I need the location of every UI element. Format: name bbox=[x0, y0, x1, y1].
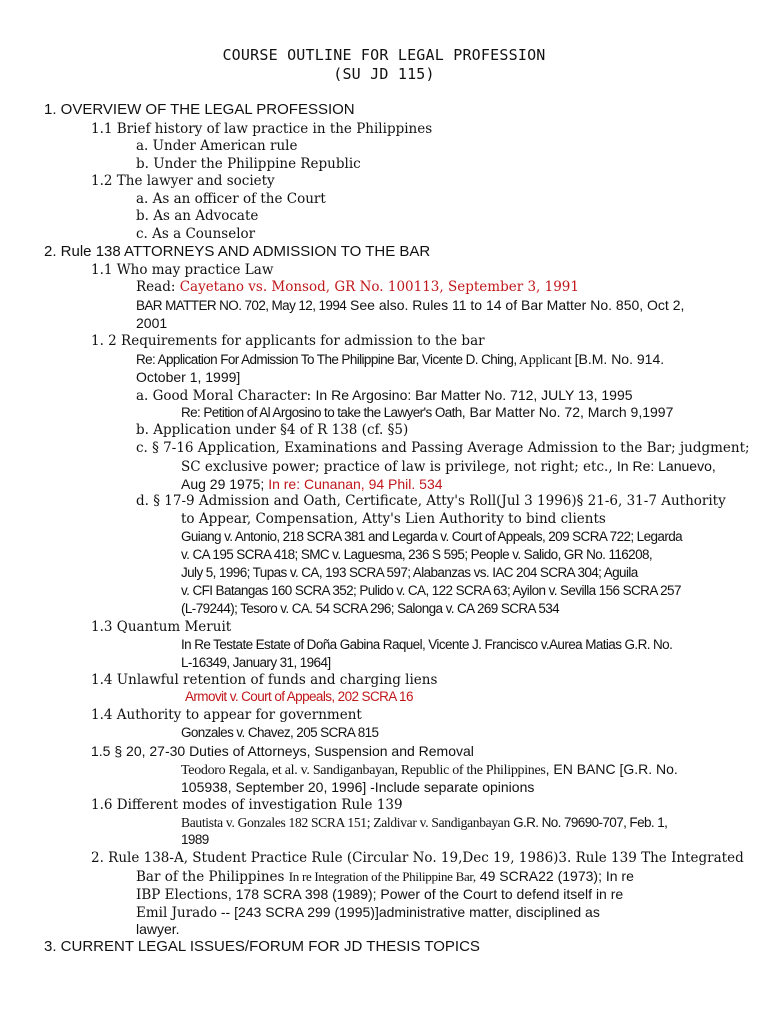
ching-applicant: Applicant bbox=[516, 353, 575, 368]
cases-line-5: (L-79244); Tesoro v. CA. 54 SCRA 296; Salonga v. CA 269 SCRA 534 bbox=[181, 601, 560, 616]
item-1-1-a: a. Under American rule bbox=[136, 138, 298, 154]
ching-date: October 1, 1999] bbox=[136, 369, 241, 385]
case-ching: Re: Application For Admission To The Philippine Bar, Vicente D. Ching, bbox=[136, 352, 517, 367]
item-c-line-3 bbox=[181, 475, 443, 493]
zaldivar-gr: G.R. No. 79690-707, Feb. 1, bbox=[509, 815, 668, 830]
case-raquel-line-1: In Re Testate Estate of Doña Gabina Raquel, Vicente J. Francisco v.Aurea Matias G.R. No. bbox=[181, 637, 673, 652]
read-line bbox=[136, 278, 579, 296]
item-1-6: 1.6 Different modes of investigation Rule 139 bbox=[91, 797, 403, 813]
lanuevo-date: Aug 29 1975; bbox=[181, 476, 269, 492]
item-1-4-funds: 1.4 Unlawful retention of funds and charging liens bbox=[91, 672, 438, 688]
bautista-year: 1989 bbox=[181, 832, 209, 847]
item-c-line-1: c. § 7-16 Application, Examinations and Passing Average Admission to the Bar; judgment; bbox=[136, 440, 750, 456]
regala-en-banc: , EN BANC [G.R. No. bbox=[545, 761, 678, 777]
jurado-cite: -- [243 SCRA 299 (1995)]administrative matter, disciplined as bbox=[216, 904, 600, 920]
ibp-label: Bar of the Philippines bbox=[136, 869, 289, 885]
section-1-heading: 1. OVERVIEW OF THE LEGAL PROFESSION bbox=[44, 101, 355, 118]
rule-138a-line-2 bbox=[136, 867, 634, 886]
ibp-elections: IBP Elections bbox=[136, 887, 228, 903]
regala-line-1 bbox=[181, 760, 678, 780]
item-1-1: 1.1 Brief history of law practice in the Philippines bbox=[91, 121, 433, 137]
case-integration: In re Integration of the Philippine Bar, bbox=[288, 869, 476, 884]
rule-138a-line-5: lawyer. bbox=[136, 921, 180, 937]
item-c-line-2 bbox=[181, 457, 716, 476]
integration-cite: 49 SCRA22 (1973); In re bbox=[475, 868, 634, 884]
item-2-1-2: 1. 2 Requirements for applicants for admission to the bar bbox=[91, 333, 485, 349]
ibp-elections-cite: , 178 SCRA 398 (1989); Power of the Court to defend itself in re bbox=[227, 886, 624, 902]
case-armovit: Armovit v. Court of Appeals, 202 SCRA 16 bbox=[185, 689, 413, 704]
item-1-2: 1.2 The lawyer and society bbox=[91, 173, 275, 189]
item-2-1-1: 1.1 Who may practice Law bbox=[91, 262, 274, 278]
ching-bm: [B.M. No. 914. bbox=[574, 351, 665, 367]
case-bautista-zaldivar: Bautista v. Gonzales 182 SCRA 151; Zaldivar v. Sandiganbayan bbox=[181, 815, 510, 830]
cases-line-4: v. CFI Batangas 160 SCRA 352; Pulido v. CA, 122 SCRA 63; Ayilon v. Sevilla 156 SCRA 257 bbox=[181, 583, 681, 598]
argosino-petition: Re: Petition of Al Argosino to take the Lawyer's Oath bbox=[181, 405, 462, 420]
item-d-line-2: to Appear, Compensation, Atty's Lien Authority to bind clients bbox=[181, 511, 606, 527]
cases-line-1: Guiang v. Antonio, 218 SCRA 381 and Legarda v. Court of Appeals, 209 SCRA 722; Legarda bbox=[181, 529, 683, 544]
document-title: COURSE OUTLINE FOR LEGAL PROFESSION bbox=[222, 46, 546, 64]
item-c-text-2: SC exclusive power; practice of law is privilege, not right; etc., bbox=[181, 459, 617, 475]
bar-matter-line bbox=[136, 296, 684, 315]
emil-jurado: Emil Jurado bbox=[136, 905, 217, 921]
section-3-heading: 3. CURRENT LEGAL ISSUES/FORUM FOR JD THESIS TOPICS bbox=[44, 938, 480, 955]
rule-138a-line-4 bbox=[136, 903, 600, 922]
case-argosino: In Re Argosino: Bar Matter No. 712, JULY 13, 1995 bbox=[315, 387, 633, 403]
section-2-heading: 2. Rule 138 ATTORNEYS AND ADMISSION TO THE BAR bbox=[44, 243, 431, 260]
item-1-4-government: 1.4 Authority to appear for government bbox=[91, 707, 362, 723]
bar-matter-702: BAR MATTER NO. 702, May 12, 1994 bbox=[136, 298, 347, 313]
item-b-application: b. Application under §4 of R 138 (cf. §5) bbox=[136, 422, 409, 438]
cases-line-3: July 5, 1996; Tupas v. CA, 193 SCRA 597; Alabanzas vs. IAC 204 SCRA 304; Aguila bbox=[181, 565, 638, 580]
bautista-line bbox=[181, 814, 667, 832]
item-1-2-b: b. As an Advocate bbox=[136, 208, 259, 224]
item-1-2-a: a. As an officer of the Court bbox=[136, 191, 326, 207]
item-1-5: 1.5 § 20, 27-30 Duties of Attorneys, Suspension and Removal bbox=[91, 743, 474, 759]
good-moral-label: a. Good Moral Character: bbox=[136, 388, 316, 404]
case-cayetano: Cayetano vs. Monsod, GR No. 100113, September 3, 1991 bbox=[179, 279, 579, 295]
bar-matter-850: See also. Rules 11 to 14 of Bar Matter No. 850, Oct 2, bbox=[346, 297, 685, 313]
case-gonzales-chavez: Gonzales v. Chavez, 205 SCRA 815 bbox=[181, 725, 379, 740]
case-lanuevo: In Re: Lanuevo, bbox=[616, 458, 716, 474]
cases-line-2: v. CA 195 SCRA 418; SMC v. Laguesma, 236 S 595; People v. Salido, GR No. 116208, bbox=[181, 547, 653, 562]
case-raquel-line-2: L-16349, January 31, 1964] bbox=[181, 655, 331, 670]
regala-line-2: 105938, September 20, 1996] -Include separate opinions bbox=[181, 779, 535, 795]
course-code: (SU JD 115) bbox=[333, 65, 435, 83]
ching-line bbox=[136, 350, 664, 370]
bar-matter-year: 2001 bbox=[136, 315, 168, 331]
case-cunanan: In re: Cunanan, 94 Phil. 534 bbox=[268, 476, 443, 492]
case-regala: Teodoro Regala, et al. v. Sandiganbayan, Republic of the Philippines bbox=[181, 763, 546, 778]
item-d-line-1: d. § 17-9 Admission and Oath, Certificate, Atty's Roll(Jul 3 1996)§ 21-6, 31-7 Authority bbox=[136, 493, 726, 509]
rule-138a-line-3 bbox=[136, 885, 623, 904]
item-1-3: 1.3 Quantum Meruit bbox=[91, 619, 232, 635]
rule-138a-line-1: 2. Rule 138-A, Student Practice Rule (Circular No. 19,Dec 19, 1986)3. Rule 139 The Integrated bbox=[91, 850, 744, 866]
argosino-bm: , Bar Matter No. 72, March 9,1997 bbox=[461, 404, 674, 420]
read-label: Read: bbox=[136, 279, 180, 295]
argosino-petition-line bbox=[181, 403, 673, 422]
item-1-2-c: c. As a Counselor bbox=[136, 226, 256, 242]
item-1-1-b: b. Under the Philippine Republic bbox=[136, 156, 361, 172]
